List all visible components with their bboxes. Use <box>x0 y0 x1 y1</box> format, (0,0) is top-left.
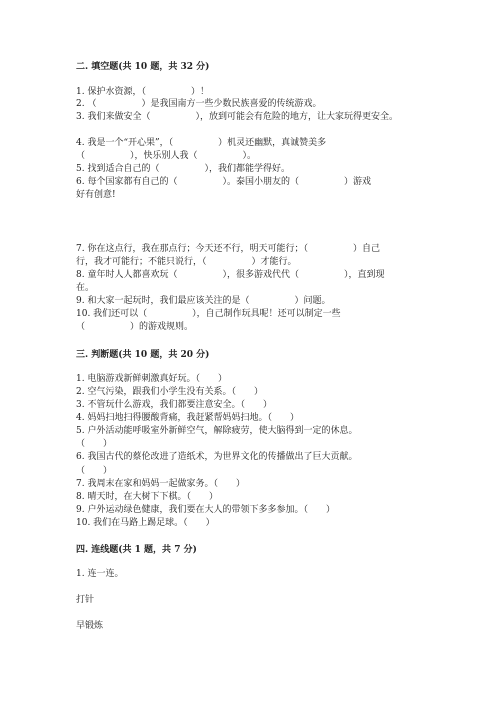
fill-question-line: （ ）的游戏规则。 <box>76 322 194 332</box>
judge-question-line: 4. 妈妈扫地扫得腰酸背痛，我赶紧帮妈妈扫地。（ ） <box>76 413 299 423</box>
fill-question-line: 7. 你在这点行，我在那点行；今天还不行，明天可能行；（ ）自己 <box>76 244 380 254</box>
judge-question-line: 7. 我周末在家和妈妈一起做家务。（ ） <box>76 479 245 489</box>
fill-question-line: 10. 我们还可以（ ），自己制作玩具呢！还可以制定一些 <box>76 309 341 319</box>
judge-question-line: 2. 空气污染，跟我们小学生没有关系。（ ） <box>76 387 263 397</box>
judge-question-line: 6. 我国古代的蔡伦改进了造纸术，为世界文化的传播做出了巨大贡献。 <box>76 452 358 462</box>
fill-question-line: 2. （ ）是我国南方一些少数民族喜爱的传统游戏。 <box>76 99 322 109</box>
fill-question-line: 1. 保护水资源，（ ）！ <box>76 87 209 97</box>
judge-question-line: 5. 户外活动能呼吸室外新鲜空气，解除疲劳，使大脑得到一定的休息。 <box>76 426 358 436</box>
matching-question: 1. 连一连。 <box>76 569 124 579</box>
fill-question-line: 8. 童年时人人都喜欢玩（ ），很多游戏代代（ ），直到现 <box>76 270 385 280</box>
fill-question-line: 3. 我们来做安全（ ），放到可能会有危险的地方，让大家玩得更安全。 <box>76 112 398 122</box>
judge-question-line: （ ） <box>76 466 113 476</box>
matching-item: 打针 <box>76 595 95 605</box>
fill-question-line: （ ），快乐别人我（ ）。 <box>76 151 257 161</box>
matching-item: 早锻炼 <box>76 621 104 631</box>
judge-question-line: 10. 我们在马路上踢足球。（ ） <box>76 518 215 528</box>
judge-question-line: 1. 电脑游戏新鲜刺激真好玩。（ ） <box>76 374 227 384</box>
section-heading-true-false: 三. 判断题(共 10 题，共 20 分) <box>76 350 210 360</box>
fill-question-line: 在。 <box>76 283 95 293</box>
judge-question-line: 3. 不管玩什么游戏，我们都要注意安全。（ ） <box>76 400 272 410</box>
section-heading-matching: 四. 连线题(共 1 题，共 7 分) <box>76 545 197 555</box>
fill-question-line: 4. 我是一个“开心果”，（ ）机灵还幽默，真诚赞美多 <box>76 138 327 148</box>
judge-question-line: （ ） <box>76 439 113 449</box>
section-heading-fill-in: 二. 填空题(共 10 题，共 32 分) <box>76 62 210 72</box>
fill-question-line: 行，我才可能行；不能只说行，（ ）才能行。 <box>76 257 297 267</box>
judge-question-line: 8. 晴天时，在大树下下棋。（ ） <box>76 492 218 502</box>
fill-question-line: 好有创意! <box>76 190 116 200</box>
fill-question-line: 6. 每个国家都有自己的（ ）。泰国小朋友的（ ）游戏 <box>76 177 371 187</box>
fill-question-line: 5. 找到适合自己的（ ），我们都能学得好。 <box>76 164 290 174</box>
fill-question-line: 9. 和大家一起玩时，我们最应该关注的是（ ）问题。 <box>76 296 331 306</box>
judge-question-line: 9. 户外运动绿色健康，我们要在大人的带领下多多参加。（ ） <box>76 505 335 515</box>
